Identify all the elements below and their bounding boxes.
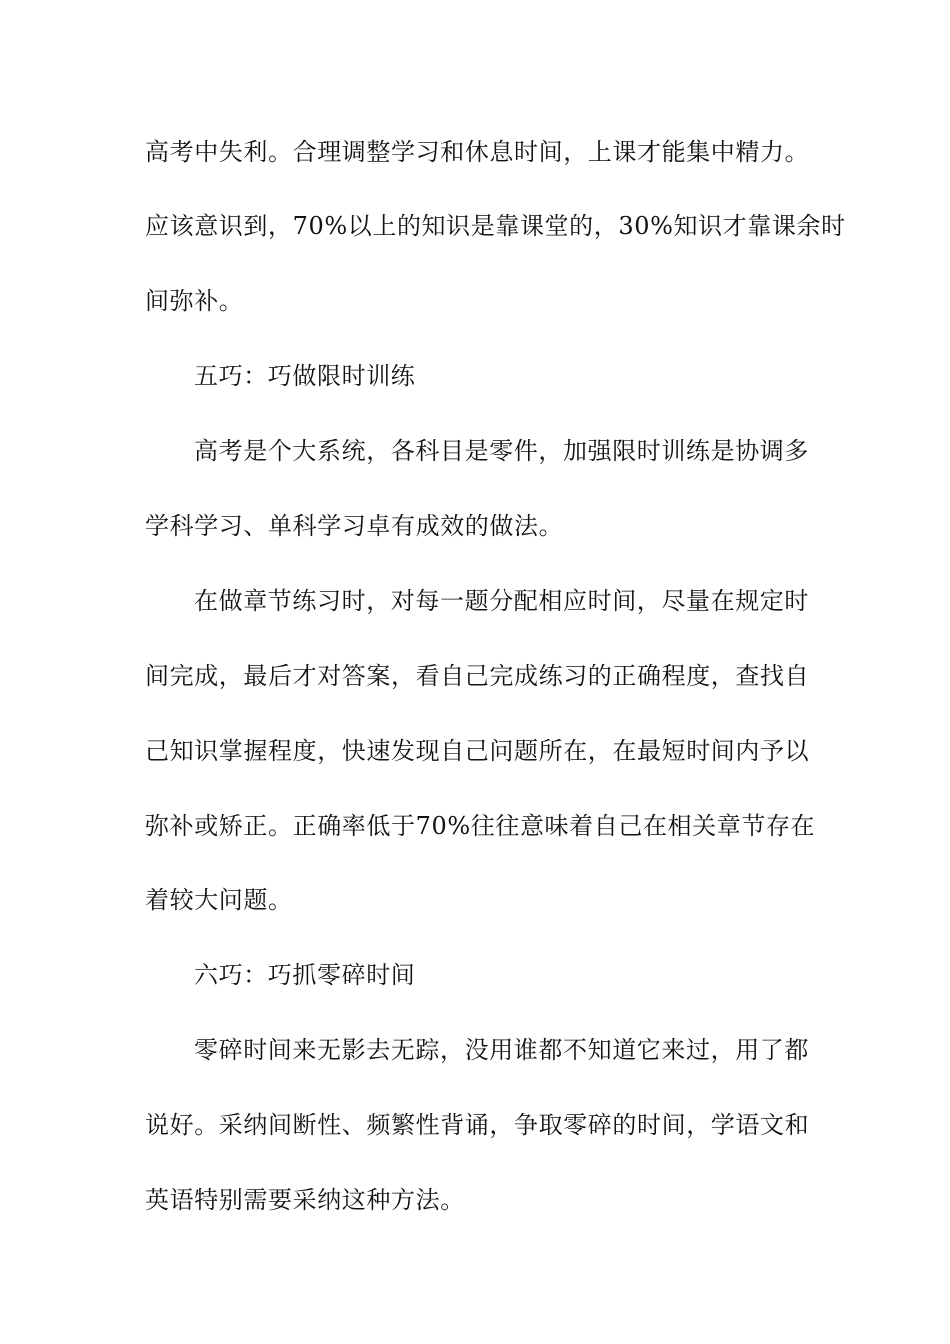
section-heading: 五巧：巧做限时训练: [194, 362, 416, 390]
text-line: 弥补或矫正。正确率低于70%往往意味着自己在相关章节存在: [145, 812, 816, 840]
text-line: 英语特别需要采纳这种方法。: [145, 1186, 465, 1214]
text-line: 高考中失利。合理调整学习和休息时间，上课才能集中精力。: [145, 138, 810, 166]
text-line: 间完成，最后才对答案，看自己完成练习的正确程度，查找自: [145, 662, 810, 690]
section-heading: 六巧：巧抓零碎时间: [194, 961, 416, 989]
text-line: 间弥补。: [145, 287, 244, 315]
text-line: 着较大问题。: [145, 886, 293, 914]
text-line: 说好。采纳间断性、频繁性背诵，争取零碎的时间，学语文和: [145, 1111, 810, 1139]
text-line: 己知识掌握程度，快速发现自己问题所在，在最短时间内予以: [145, 737, 810, 765]
text-line: 高考是个大系统，各科目是零件，加强限时训练是协调多: [194, 437, 809, 465]
text-line: 在做章节练习时，对每一题分配相应时间，尽量在规定时: [194, 587, 809, 615]
text-line: 应该意识到，70%以上的知识是靠课堂的，30%知识才靠课余时: [145, 212, 846, 240]
text-line: 学科学习、单科学习卓有成效的做法。: [145, 512, 564, 540]
text-line: 零碎时间来无影去无踪，没用谁都不知道它来过，用了都: [194, 1036, 809, 1064]
